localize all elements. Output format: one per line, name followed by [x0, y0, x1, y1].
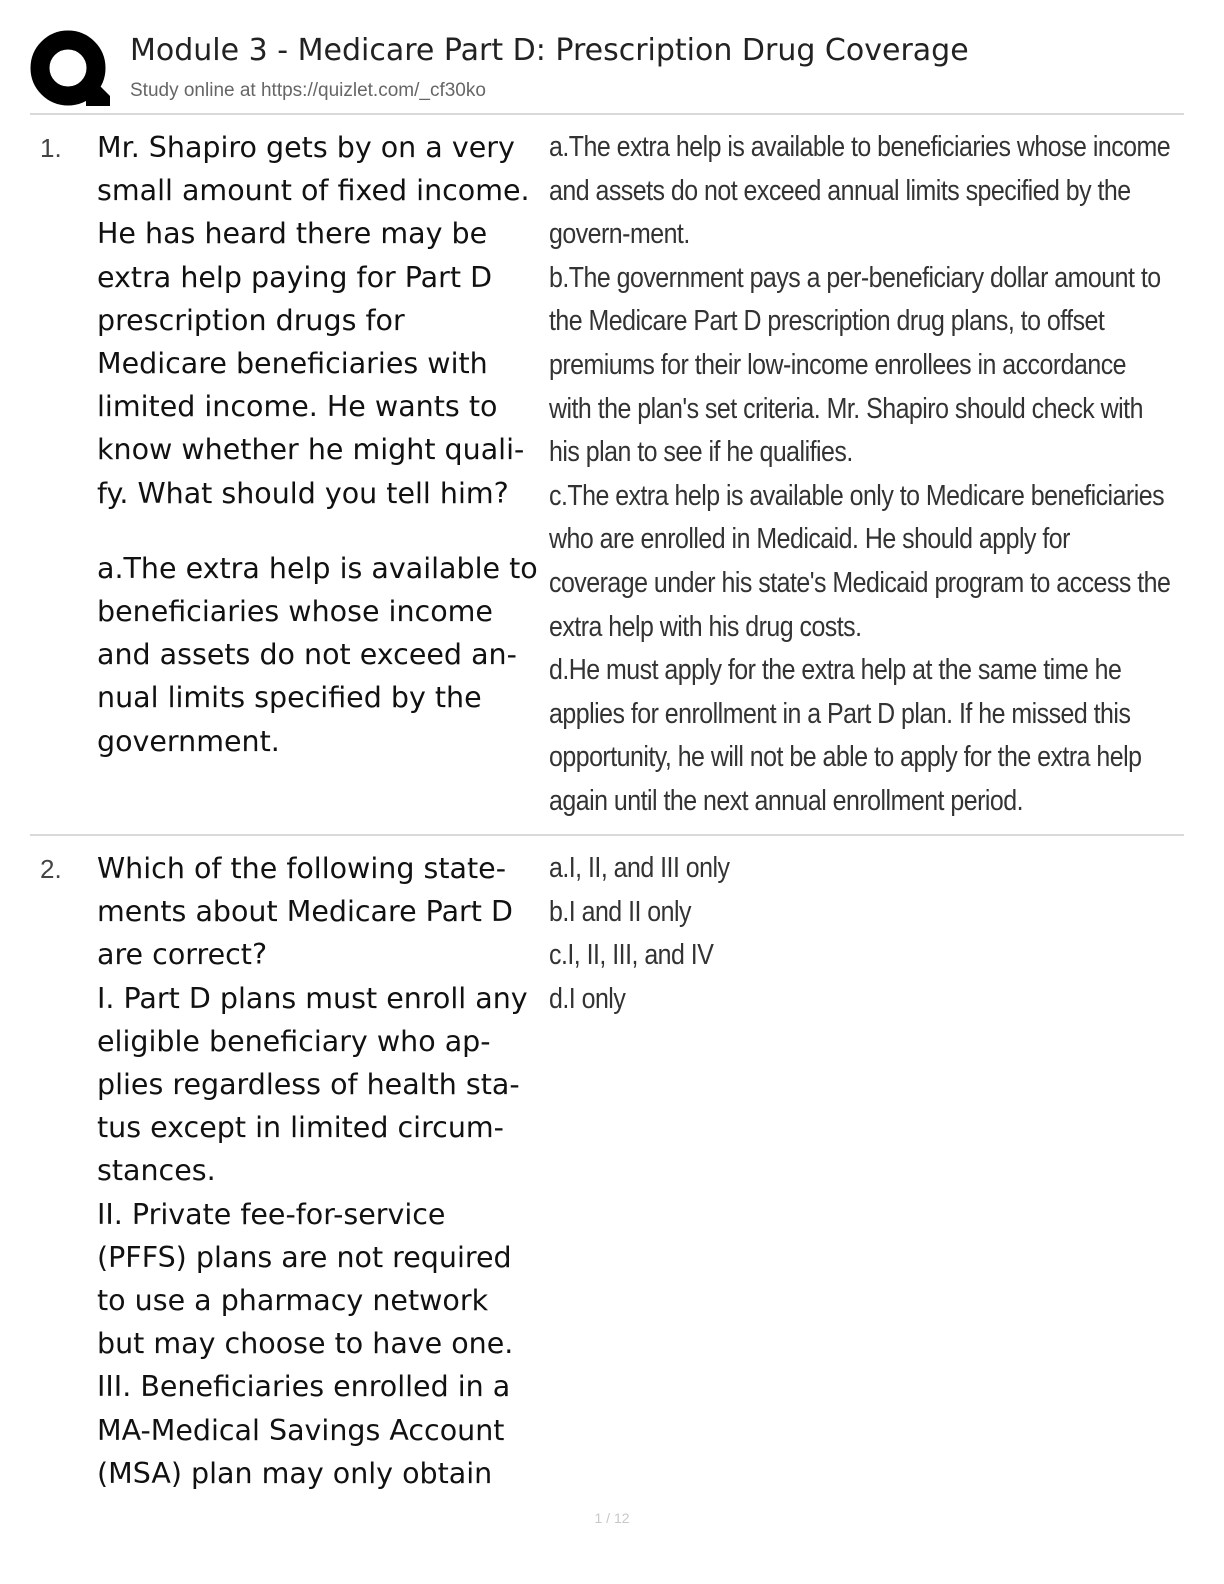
answer-option: a.I, II, and III only — [549, 852, 730, 884]
answer-option: b.The government pays a per-beneficiary dollar amount to the Medicare Part D prescription drug plans, to offset premiums for their low-income enrollees in accordance with the plan's set criteria. Mr. Shapiro should check with his plan to see if he qualifies. — [549, 261, 1161, 469]
question-statement: II. Private fee-for-service (PFFS) plans are not required to use a pharmacy network but may choose to have one. — [97, 1197, 514, 1361]
header-divider — [30, 113, 1184, 115]
answer-option: d.I only — [549, 982, 626, 1015]
card-question — [97, 126, 539, 763]
card-divider — [30, 834, 1184, 836]
card-question — [97, 847, 539, 1495]
question-statement: I. Part D plans must enroll any eligible beneficiary who ap-plies regardless of health sta-tus except in limited circum-stances. — [97, 981, 528, 1188]
answer-option: c.I, II, III, and IV — [549, 939, 714, 972]
answer-option: d.He must apply for the extra help at the same time he applies for enrollment in a Part D plan. If he missed this opportunity, he will not be able to apply for the extra help again until the next annual enrollment period. — [549, 654, 1142, 817]
answer-option: a.The extra help is available to beneficiaries whose income and assets do not exceed annual limits specified by the govern-ment. — [549, 131, 1171, 251]
answer-option: b.I and II only — [549, 895, 692, 928]
question-statement: III. Beneficiaries enrolled in a MA-Medical Savings Account (MSA) plan may only obtain — [97, 1370, 511, 1490]
card-answers — [549, 126, 1173, 824]
question-text: Mr. Shapiro gets by on a very small amount of fixed income. He has heard there may be extra help paying for Part D prescription drugs for Medicare beneficiaries with limited income. He wants to know whether he might quali-fy. What should you tell him? — [97, 131, 530, 510]
study-link[interactable]: Study online at https://quizlet.com/_cf30ko — [130, 80, 486, 101]
answer-option: c.The extra help is available only to Medicare beneficiaries who are enrolled in Medicaid. He should apply for coverage under his state's Medicaid program to access the extra help with his drug costs. — [549, 479, 1171, 643]
page-title: Module 3 - Medicare Part D: Prescription Drug Coverage — [130, 33, 969, 68]
question-text: Which of the following state-ments about Medicare Part D are correct? — [97, 852, 513, 972]
quizlet-logo-icon — [30, 30, 110, 110]
question-answer-text: a.The extra help is available to beneficiaries whose income and assets do not exceed an-nual limits specified by the government. — [97, 551, 538, 758]
card-number: 2. — [40, 854, 62, 884]
page-number: 1 / 12 — [594, 1510, 630, 1526]
card-number: 1. — [40, 133, 62, 163]
card-answers — [549, 847, 1173, 1021]
